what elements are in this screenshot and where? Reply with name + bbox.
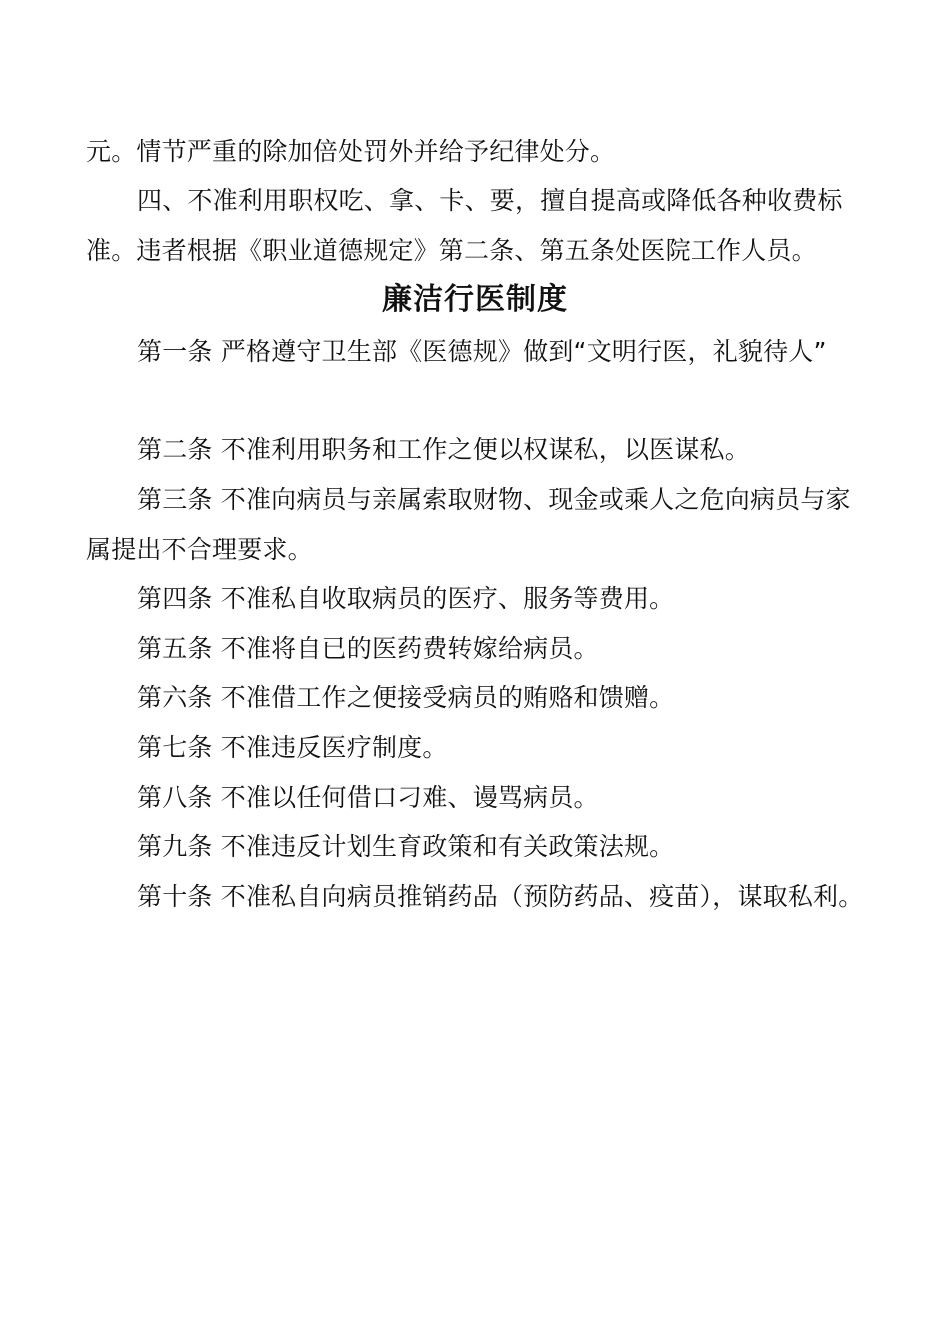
article-6: 第六条 不准借工作之便接受病员的贿赂和馈赠。 <box>137 683 675 712</box>
section-title: 廉洁行医制度 <box>382 282 568 317</box>
paragraph-line: 元。情节严重的除加倍处罚外并给予纪律处分。 <box>86 137 616 166</box>
article-1: 第一条 严格遵守卫生部《医德规》做到“文明行医，礼貌待人” <box>137 337 827 366</box>
article-8: 第八条 不准以任何借口刁难、谩骂病员。 <box>137 783 599 812</box>
article-5: 第五条 不准将自已的医药费转嫁给病员。 <box>137 634 599 663</box>
article-9: 第九条 不准违反计划生育政策和有关政策法规。 <box>137 832 675 861</box>
article-3-continued: 属提出不合理要求。 <box>86 535 313 564</box>
paragraph-line: 四、不准利用职权吃、拿、卡、要，擅自提高或降低各种收费标 <box>137 186 843 215</box>
article-2: 第二条 不准利用职务和工作之便以权谋私，以医谋私。 <box>137 435 750 464</box>
article-10: 第十条 不准私自向病员推销药品（预防药品、疫苗），谋取私利。 <box>137 882 864 911</box>
article-3: 第三条 不准向病员与亲属索取财物、现金或乘人之危向病员与家 <box>137 485 851 514</box>
paragraph-line: 准。违者根据《职业道德规定》第二条、第五条处医院工作人员。 <box>86 236 817 265</box>
article-4: 第四条 不准私自收取病员的医疗、服务等费用。 <box>137 584 675 613</box>
article-7: 第七条 不准违反医疗制度。 <box>137 733 448 762</box>
